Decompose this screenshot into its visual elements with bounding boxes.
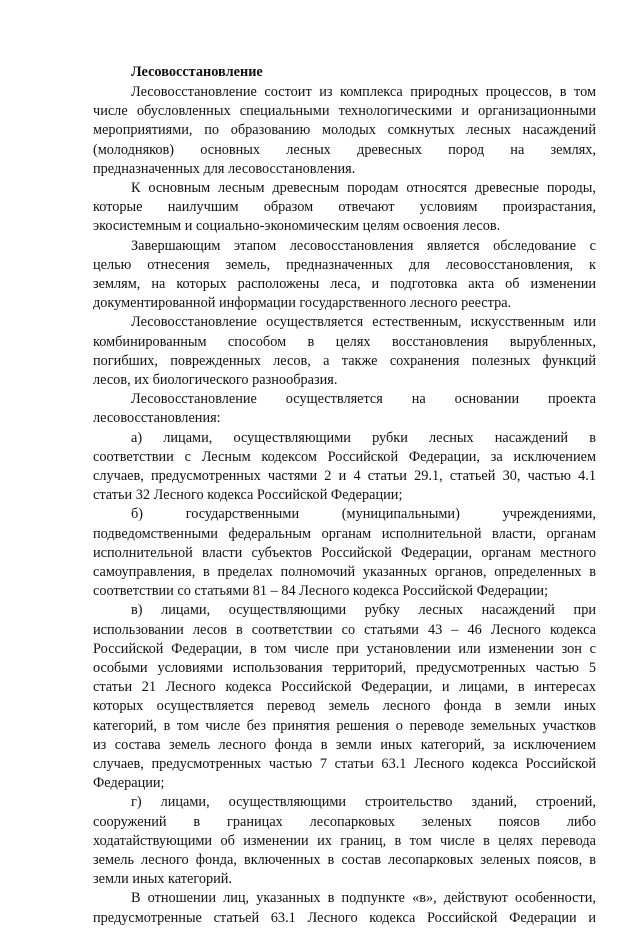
paragraph-3-line-2: целью отнесения земель, предназначенных для лесовосстановления, к — [93, 256, 596, 273]
paragraph-2-line-1: К основным лесным древесным породам относятся древесные породы, — [131, 180, 596, 196]
paragraph-1-line-3: мероприятиями, по образованию молодых сомкнутых лесных насаждений — [93, 122, 596, 139]
paragraph-8-line-9: случаев, предусмотренных частью 7 статьи 63.1 Лесного кодекса Российской — [93, 756, 596, 772]
paragraph-8-line-1: в) лицами, осуществляющими рубку лесных насаждений при — [131, 602, 596, 619]
paragraph-9-line-1: г) лицами, осуществляющими строительство зданий, строений, — [131, 794, 596, 811]
paragraph-10-line-2: предусмотренные статьей 63.1 Лесного кодекса Российской Федерации и — [93, 909, 596, 926]
paragraph-3-line-1: Завершающим этапом лесовосстановления является обследование с — [131, 237, 596, 254]
paragraph-4-line-1: Лесовосстановление осуществляется естественным, искусственным или — [131, 314, 596, 331]
document-title: Лесовосстановление — [131, 64, 263, 80]
paragraph-6-line-3: случаев, предусмотренных частями 2 и 4 статьи 29.1, статьей 30, частью 4.1 — [93, 468, 596, 484]
paragraph-6-line-2: соответствии с Лесным кодексом Российской Федерации, за исключением — [93, 448, 596, 465]
paragraph-9-line-3: ходатайствующими об изменении их границ, в том числе в целях перевода — [93, 832, 596, 849]
paragraph-7-line-4: самоуправления, в пределах полномочий указанных органов, определенных в — [93, 564, 596, 580]
paragraph-7-line-2: подведомственными федеральным органам исполнительной власти, органам — [93, 525, 596, 542]
paragraph-9-line-4: земель лесного фонда, включенных в состав лесопарковых зеленых поясов, в — [93, 852, 596, 868]
paragraph-8-line-10: Федерации; — [93, 775, 165, 792]
paragraph-9-line-5: земли иных категорий. — [93, 871, 233, 888]
paragraph-2-line-3: экосистемным и социально-экономическим целям освоения лесов. — [93, 218, 501, 235]
paragraph-7-line-5: соответствии со статьями 81 – 84 Лесного кодекса Российской Федерации; — [93, 583, 549, 600]
paragraph-3-line-4: документированной информации государственного лесного реестра. — [93, 295, 512, 312]
paragraph-1-line-1: Лесовосстановление состоит из комплекса природных процессов, в том — [131, 84, 596, 100]
paragraph-4-line-3: погибших, поврежденных лесов, а также сохранения полезных функций — [93, 352, 596, 369]
paragraph-10-line-1: В отношении лиц, указанных в подпункте «в», действуют особенности, — [131, 890, 596, 907]
paragraph-4-line-4: лесов, их биологического разнообразия. — [93, 372, 338, 388]
paragraph-1-line-4: (молодняков) основных лесных древесных пород на землях, — [93, 141, 596, 158]
paragraph-8-line-7: категорий, в том числе без принятия решения о переводе земельных участков — [93, 717, 596, 734]
paragraph-5-line-1: Лесовосстановление осуществляется на основании проекта — [131, 391, 596, 408]
paragraph-5-line-2: лесовосстановления: — [93, 410, 221, 427]
paragraph-7-line-3: исполнительной власти субъектов Российской Федерации, органам местного — [93, 544, 596, 561]
paragraph-8-line-8: из состава земель лесного фонда в земли иных категорий, за исключением — [93, 736, 596, 753]
paragraph-3-line-3: землям, на которых расположены леса, и подготовка акта об изменении — [93, 276, 596, 292]
paragraph-8-line-5: статьи 21 Лесного кодекса Российской Федерации, и лицами, в интересах — [93, 679, 596, 696]
paragraph-8-line-2: использовании лесов в соответствии со статьями 43 – 46 Лесного кодекса — [93, 621, 596, 638]
paragraph-7-line-1: б) государственными (муниципальными) учреждениями, — [131, 506, 596, 523]
paragraph-6-line-4: статьи 32 Лесного кодекса Российской Федерации; — [93, 487, 403, 504]
paragraph-8-line-3: Российской Федерации, в том числе при установлении или изменении зон с — [93, 640, 596, 657]
paragraph-9-line-2: сооружений в границах лесопарковых зеленых поясов либо — [93, 813, 596, 830]
paragraph-6-line-1: а) лицами, осуществляющими рубки лесных насаждений в — [131, 429, 596, 446]
paragraph-8-line-6: которых осуществляется перевод земель лесного фонда в земли иных — [93, 698, 596, 715]
paragraph-8-line-4: особыми условиями использования территорий, предусмотренных частью 5 — [93, 660, 596, 676]
paragraph-2-line-2: которые наилучшим образом отвечают условиям произрастания, — [93, 199, 596, 216]
paragraph-1-line-2: числе обусловленных специальными технологическими и организационными — [93, 103, 596, 120]
paragraph-1-line-5: предназначенных для лесовосстановления. — [93, 160, 356, 177]
paragraph-4-line-2: комбинированным способом в целях восстановления вырубленных, — [93, 333, 596, 350]
